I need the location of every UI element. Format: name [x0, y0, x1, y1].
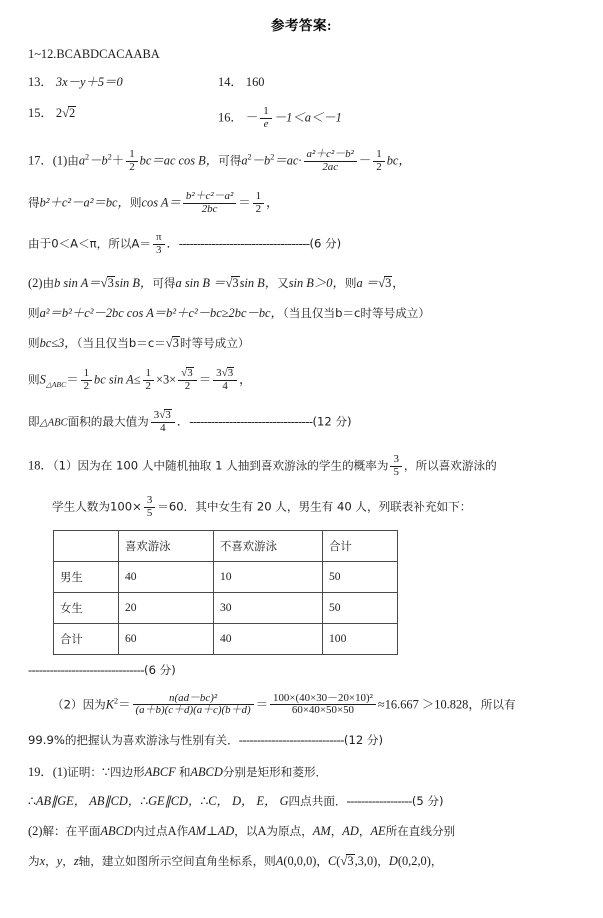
q18-l1-lead: 因为在 100 人中随机抽取 1 人抽到喜欢游泳的学生的概率为 [77, 458, 389, 473]
q18-l3-K: K [105, 697, 115, 712]
table-row [54, 623, 398, 654]
contingency-table [53, 530, 398, 655]
answer-15-radicand: 2 [69, 105, 76, 120]
q17-l2-ze: 则 [129, 195, 142, 210]
q17-l3-dot: ． [166, 236, 179, 251]
q19-l3-m3: AE [370, 823, 386, 838]
cell-male-dislikes: 10 [214, 561, 323, 592]
q17-part2-tag: (2) [28, 275, 43, 290]
q18-l3-approx: ≈16.667 [377, 697, 419, 712]
q18-l3-tail: 所以有 [480, 697, 516, 712]
answer-16-lead: － [245, 110, 259, 125]
q17-l7-subscript: △ABC [45, 379, 67, 389]
q19-l4-t2: 轴，建立如图所示空间直角坐标系， [78, 854, 265, 869]
fraction-numerator: n(ad－bc)² [169, 691, 218, 704]
q18-part2-tag: （2） [52, 697, 83, 712]
cell-male-total: 50 [323, 561, 398, 592]
q17-l6-note-b: 时等号成立） [179, 336, 250, 351]
cell-total-likes: 60 [119, 623, 214, 654]
q17-line-4 [28, 276, 583, 290]
q17-l2-expr: b²＋c²－a²＝bc， [39, 195, 130, 210]
q17-l2-eq: ＝ [238, 195, 251, 210]
row-label-total: 合计 [54, 623, 119, 654]
q17-l4-e6: a ＝ [356, 275, 379, 290]
q19-l4-c2: ， [62, 854, 74, 869]
q17-l6-note-a: （当且仅当b＝c＝ [76, 336, 166, 351]
q17-line-3 [28, 232, 583, 257]
q18-l3-comparison: ＞10.828， [421, 697, 481, 712]
q17-l2-de: 得 [28, 195, 40, 210]
therefore-icon: ∴ [28, 794, 36, 809]
q19-l2-D: D， [232, 794, 254, 809]
radicand: 3 [347, 854, 354, 869]
fraction-denominator: 2 [178, 380, 197, 393]
fill-blank-row-13-14 [28, 76, 583, 88]
therefore-icon: ∴ [140, 794, 149, 809]
q17-l8-dashes: ---------------------------------- [189, 414, 313, 429]
q17-l4-e2: sin B， [114, 275, 153, 290]
q17-l1-plus: ＋ [111, 153, 125, 168]
fraction-denominator: 4 [151, 422, 175, 435]
fraction-denominator: (a＋b)(c＋d)(a＋c)(b＋d) [133, 704, 254, 717]
q17-l1-eqac: ＝ac· [274, 153, 302, 168]
q18-l1-tail: ，所以喜欢游泳的 [403, 458, 497, 473]
q19-l2-e3: GE∥CD， [148, 794, 201, 809]
perpendicular-icon: ⊥ [206, 823, 218, 838]
q19-part1-tag: (1) [52, 764, 68, 779]
q19-l3-t4: ，以 [234, 823, 258, 838]
fraction-numerator: b²＋c²－a² [185, 189, 234, 202]
q17-l4-tail: ， [392, 275, 405, 290]
q19-l3-AM: AM [188, 823, 207, 838]
fraction-numerator: 1 [255, 189, 262, 202]
document-body [0, 48, 603, 868]
answer-15-coefficient: 2 [55, 105, 63, 120]
q17-l7-times3: ×3× [156, 372, 177, 387]
question-number-17: 17． [28, 153, 53, 168]
q19-l4-point-C: C [328, 854, 337, 869]
question-number-13: 13． [28, 75, 53, 90]
table-header-total: 合计 [323, 530, 398, 561]
q17-l4-e3: a sin B ＝ [175, 275, 226, 290]
q18-l2-fraction [144, 495, 155, 520]
q19-l3-t3: 作 [176, 823, 189, 838]
q18-l3-eq: ＝ [118, 697, 131, 712]
answer-16 [218, 106, 342, 131]
because-icon: ∵ [102, 764, 110, 779]
q17-l1-exp1: 2 [85, 152, 90, 162]
q18-line-3 [28, 693, 583, 718]
q19-part2-tag: (2) [28, 823, 43, 838]
page-title: 参考答案: [271, 18, 332, 33]
row-label-female: 女生 [54, 592, 119, 623]
q17-l1-bigfraction [304, 149, 357, 174]
fraction-numerator: 1 [376, 148, 382, 161]
q18-line-4 [28, 734, 583, 747]
q19-l1-he: 和 [178, 764, 191, 779]
q19-l4-coord-A: (0,0,0) [283, 854, 317, 869]
q18-part1-tag: （1） [52, 458, 78, 473]
answer-13-expression: 3x－y＋5＝0 [55, 75, 123, 90]
q17-l1-bc: bc＝ac cos B， [139, 153, 219, 168]
q17-l7-bcsin: bc sin A≤ [94, 372, 141, 387]
row-label-male: 男生 [54, 561, 119, 592]
q18-l1-fraction [390, 454, 401, 479]
q17-l2-half [253, 191, 264, 216]
q19-l3-m1: AM [312, 823, 331, 838]
table-header-corner [54, 530, 119, 561]
q17-line-1 [28, 149, 583, 174]
q19-l3-point-A2: A [257, 823, 267, 838]
cell-female-likes: 20 [119, 592, 214, 623]
question-number-18: 18． [28, 458, 53, 473]
fraction-numerator: 3 [146, 494, 153, 507]
q17-l1-minus: － [358, 153, 372, 168]
q17-l1-minusb: －b [89, 153, 108, 168]
q17-line-6 [28, 336, 583, 350]
fraction-numerator [178, 367, 197, 380]
answer-14 [218, 76, 264, 88]
fraction-numerator [213, 367, 237, 380]
q17-l4-rad1: 3 [107, 275, 114, 290]
q19-l4-c4: ， [377, 854, 389, 869]
q17-l7-result-fraction [213, 367, 237, 393]
q17-l4-ze: 则 [344, 275, 357, 290]
q17-l3-fraction [153, 232, 165, 257]
question-number-19: 19． [28, 764, 53, 779]
fraction-denominator: 4 [213, 380, 237, 393]
fraction-denominator: 2ac [304, 161, 357, 174]
q17-l4-rad2: 3 [232, 275, 239, 290]
fraction-denominator: 2 [253, 203, 264, 216]
q19-l3-solve: 解： [42, 823, 66, 838]
q17-l4-keyi: 可得 [152, 275, 176, 290]
q18-score-line-1 [28, 664, 583, 677]
q19-l4-axis-x: x [39, 854, 46, 869]
sqrt-icon: √3 [100, 275, 114, 290]
q17-l8-triangle: △ABC [39, 417, 68, 429]
cell-female-dislikes: 30 [214, 592, 323, 623]
q19-l2-C: C， [208, 794, 229, 809]
q18-l2-tail: 其中女生有 20 人，男生有 40 人，列联表补充如下： [195, 499, 472, 514]
fraction-numerator [151, 409, 175, 422]
q17-l3-dashes: ------------------------------------ [178, 236, 310, 251]
q19-l1-prove: 证明： [67, 764, 103, 779]
q17-l7-rad-fraction [178, 367, 197, 393]
fraction-numerator: 1 [263, 104, 269, 117]
q17-l7-half1 [81, 368, 92, 393]
sqrt-icon: √2 [62, 105, 76, 120]
q17-l1-a: a [78, 153, 86, 168]
q17-l4-rad3: 3 [385, 275, 392, 290]
answer-16-inequality: －1＜a＜－1 [273, 110, 342, 125]
cell-male-likes: 40 [119, 561, 214, 592]
q17-l4-e4: sin B， [239, 275, 278, 290]
table-header-likes-swimming: 喜欢游泳 [119, 530, 214, 561]
coefficient: 3 [216, 366, 222, 379]
q19-l3-m2: AD [342, 823, 359, 838]
q19-l2-e2: AB∥CD， [89, 794, 141, 809]
q19-l4-point-A: A [275, 854, 284, 869]
q17-l3-lead: 由于0＜A＜π，所以A＝ [28, 236, 151, 251]
q17-l7-tail: ， [239, 372, 252, 387]
q19-l4-c1: ， [45, 854, 57, 869]
answer-15 [28, 106, 218, 131]
q19-line-3 [28, 825, 583, 838]
q17-line-7 [28, 367, 583, 393]
fraction-numerator: 3 [393, 452, 399, 465]
q19-l4-point-D: D [388, 854, 398, 869]
question-number-14: 14． [218, 75, 243, 90]
q19-l1-text2: 分别是矩形和菱形． [222, 764, 328, 779]
q19-line-4 [28, 854, 583, 868]
q18-dashes-2: ----------------------------- [238, 733, 344, 748]
q17-l1-exp2: 2 [107, 152, 112, 162]
q19-l4-axis-z: z [73, 854, 79, 869]
q19-l1-ABCF: ABCF [144, 764, 176, 779]
question-number-16: 16． [218, 110, 243, 125]
q19-l3-c2: ， [358, 823, 371, 838]
answer-14-expression: 160 [245, 75, 265, 90]
table-header-dislikes-swimming: 不喜欢游泳 [214, 530, 323, 561]
table-row [54, 592, 398, 623]
therefore-icon: ∴ [200, 794, 209, 809]
q17-line-5 [28, 307, 583, 320]
q17-l7-half2 [143, 368, 154, 393]
radicand: 3 [187, 366, 193, 379]
q17-l2-cosA: cos A＝ [141, 195, 181, 210]
q17-l8-dot: ． [176, 414, 190, 429]
table-row [54, 561, 398, 592]
fill-blank-row-15-16 [28, 106, 583, 131]
fraction-numerator: 1 [145, 366, 151, 379]
q17-part1-tag: (1) [52, 153, 68, 168]
radicand: 3 [165, 409, 171, 422]
q18-score-1: (6 分) [144, 662, 176, 677]
q17-l7-eq: ＝ [66, 372, 79, 387]
cell-female-total: 50 [323, 592, 398, 623]
q18-l3-exponent: 2 [114, 695, 119, 705]
q19-l1-ABCD: ABCD [190, 764, 223, 779]
fraction-denominator: 60×40×50×50 [270, 704, 376, 717]
coefficient: 3 [153, 409, 160, 422]
q19-dashes-1: ------------------ [346, 794, 412, 809]
q19-l3-t5: 为原点， [266, 823, 313, 838]
multiple-choice-answers [28, 48, 583, 60]
fraction-denominator: 5 [144, 507, 155, 520]
q19-l4-ze: 则 [264, 854, 276, 869]
sqrt-icon: √3 [181, 366, 193, 379]
answer-key-page [0, 14, 603, 918]
q17-l2-tail: ， [266, 195, 279, 210]
sqrt-icon: √3 [159, 409, 171, 422]
sqrt-icon: √3 [378, 275, 392, 290]
cell-grand-total: 100 [323, 623, 398, 654]
q17-l7-eq2: ＝ [198, 372, 212, 387]
q17-l1-minusb2: －b [251, 153, 271, 168]
fraction-numerator: 1 [129, 148, 135, 161]
answer-16-fraction [260, 106, 271, 131]
q19-score-1: (5 分) [411, 794, 444, 809]
q18-line-1 [28, 454, 583, 479]
q18-l3-value-fraction [270, 693, 376, 718]
question-number-15: 15． [28, 105, 53, 120]
q19-l3-ABCD: ABCD [100, 823, 133, 838]
q17-line-2 [28, 191, 583, 216]
sqrt-icon: √3 [225, 275, 239, 290]
fraction-denominator: 2 [373, 161, 384, 174]
answer-13 [28, 76, 218, 88]
sqrt-icon: √3 [165, 336, 179, 351]
q18-score-2: (12 分) [343, 733, 383, 748]
q19-l4-axis-y: y [56, 854, 63, 869]
q17-l1-exp4: 2 [270, 152, 275, 162]
q17-l5-expr: a²＝b²＋c²－2bc cos A＝b²＋c²－bc≥2bc－bc， [39, 305, 283, 320]
q19-l3-point-A1: A [167, 823, 177, 838]
q17-l4-by: 由 [42, 275, 55, 290]
q17-l4-e5: sin B＞0， [288, 275, 345, 290]
q17-line-8 [28, 409, 583, 435]
q17-l8-fraction [151, 409, 175, 435]
q19-l3-AD: AD [217, 823, 235, 838]
fraction-denominator: 3 [153, 244, 165, 257]
table-header-row [54, 530, 398, 561]
q19-l4-coord-D: (0,2,0) [397, 854, 431, 869]
q17-l6-expr: bc≤3， [39, 336, 77, 351]
q19-l2-E: E， [256, 794, 277, 809]
q18-l3-formula-fraction [133, 693, 254, 718]
q18-dashes-1: -------------------------------- [28, 662, 145, 677]
q19-l2-e1: AB∥GE， [35, 794, 87, 809]
q19-l2-text: 四点共面． [288, 794, 347, 809]
fraction-denominator: 5 [390, 466, 401, 479]
q18-l3-eq2: ＝ [255, 697, 269, 712]
fraction-numerator: 1 [83, 366, 90, 379]
q17-l5-note: （当且仅当b＝c时等号成立） [282, 305, 430, 320]
q17-l1-a2: a [241, 153, 248, 168]
q17-l8-score: (12 分) [312, 414, 352, 429]
fraction-denominator: 2 [126, 161, 137, 174]
q17-l5-ze: 则 [28, 305, 40, 320]
q18-l4-lead: 99.9%的把握认为喜欢游泳与性别有关． [28, 733, 239, 748]
q17-l1-half [126, 149, 137, 174]
q19-l3-t1: 在平面 [65, 823, 101, 838]
q19-l3-c1: ， [330, 823, 343, 838]
q17-l1-tail: bc， [386, 153, 411, 168]
radicand: 3 [227, 366, 234, 379]
fraction-numerator: π [155, 231, 162, 244]
q19-line-2 [28, 795, 583, 808]
sqrt-icon: √3 [221, 366, 234, 379]
mc-answer-line: 1~12.BCABDCACAABA [28, 47, 160, 61]
fraction-denominator: 2 [81, 380, 92, 393]
fraction-denominator: e [260, 118, 271, 131]
q18-l2-lead: 学生人数为100× [52, 499, 142, 514]
q17-l4-e1: b sin A＝ [54, 275, 101, 290]
q17-l3-score: (6 分) [309, 236, 342, 251]
q19-l3-t6: 所在直线分别 [385, 823, 456, 838]
sqrt-icon: √3 [340, 854, 354, 869]
q19-line-1 [28, 766, 583, 779]
q17-l6-ze: 则 [28, 336, 40, 351]
fraction-numerator: a²＋c²－b² [306, 148, 354, 161]
q19-l4-coord-C-open: ( [336, 854, 341, 869]
fraction-denominator: 2bc [183, 203, 236, 216]
q17-l8-lead: 即 [28, 414, 40, 429]
q17-l1-exp3: 2 [247, 152, 252, 162]
q19-l3-t2: 内过点 [132, 823, 168, 838]
q18-line-2 [28, 495, 583, 520]
q17-l1-by: 由 [67, 153, 79, 168]
q17-l7-ze: 则 [28, 372, 40, 387]
q17-l2-fraction [183, 191, 236, 216]
q19-l4-coord-C-rest: ,3,0) [354, 854, 378, 869]
q19-l4-c3: ， [316, 854, 329, 869]
q17-l7-S: S [39, 372, 46, 387]
q19-l2-G: G [279, 794, 289, 809]
q19-l4-t1: 为 [28, 854, 40, 869]
q18-l3-lead: 因为 [82, 697, 106, 712]
q19-l4-c5: ， [430, 854, 443, 869]
cell-total-dislikes: 40 [214, 623, 323, 654]
q19-l1-text1: 四边形 [109, 764, 145, 779]
q17-l1-half2 [373, 149, 384, 174]
q17-l1-keyi: 可得 [218, 153, 242, 168]
q17-l6-rad: 3 [172, 336, 179, 351]
q17-l8-mid: 面积的最大值为 [67, 414, 149, 429]
q18-l2-mid: ＝60． [157, 499, 196, 514]
fraction-denominator: 2 [143, 380, 154, 393]
fraction-numerator: 100×(40×30－20×10)² [273, 691, 373, 704]
q17-l4-you: 又 [277, 275, 289, 290]
